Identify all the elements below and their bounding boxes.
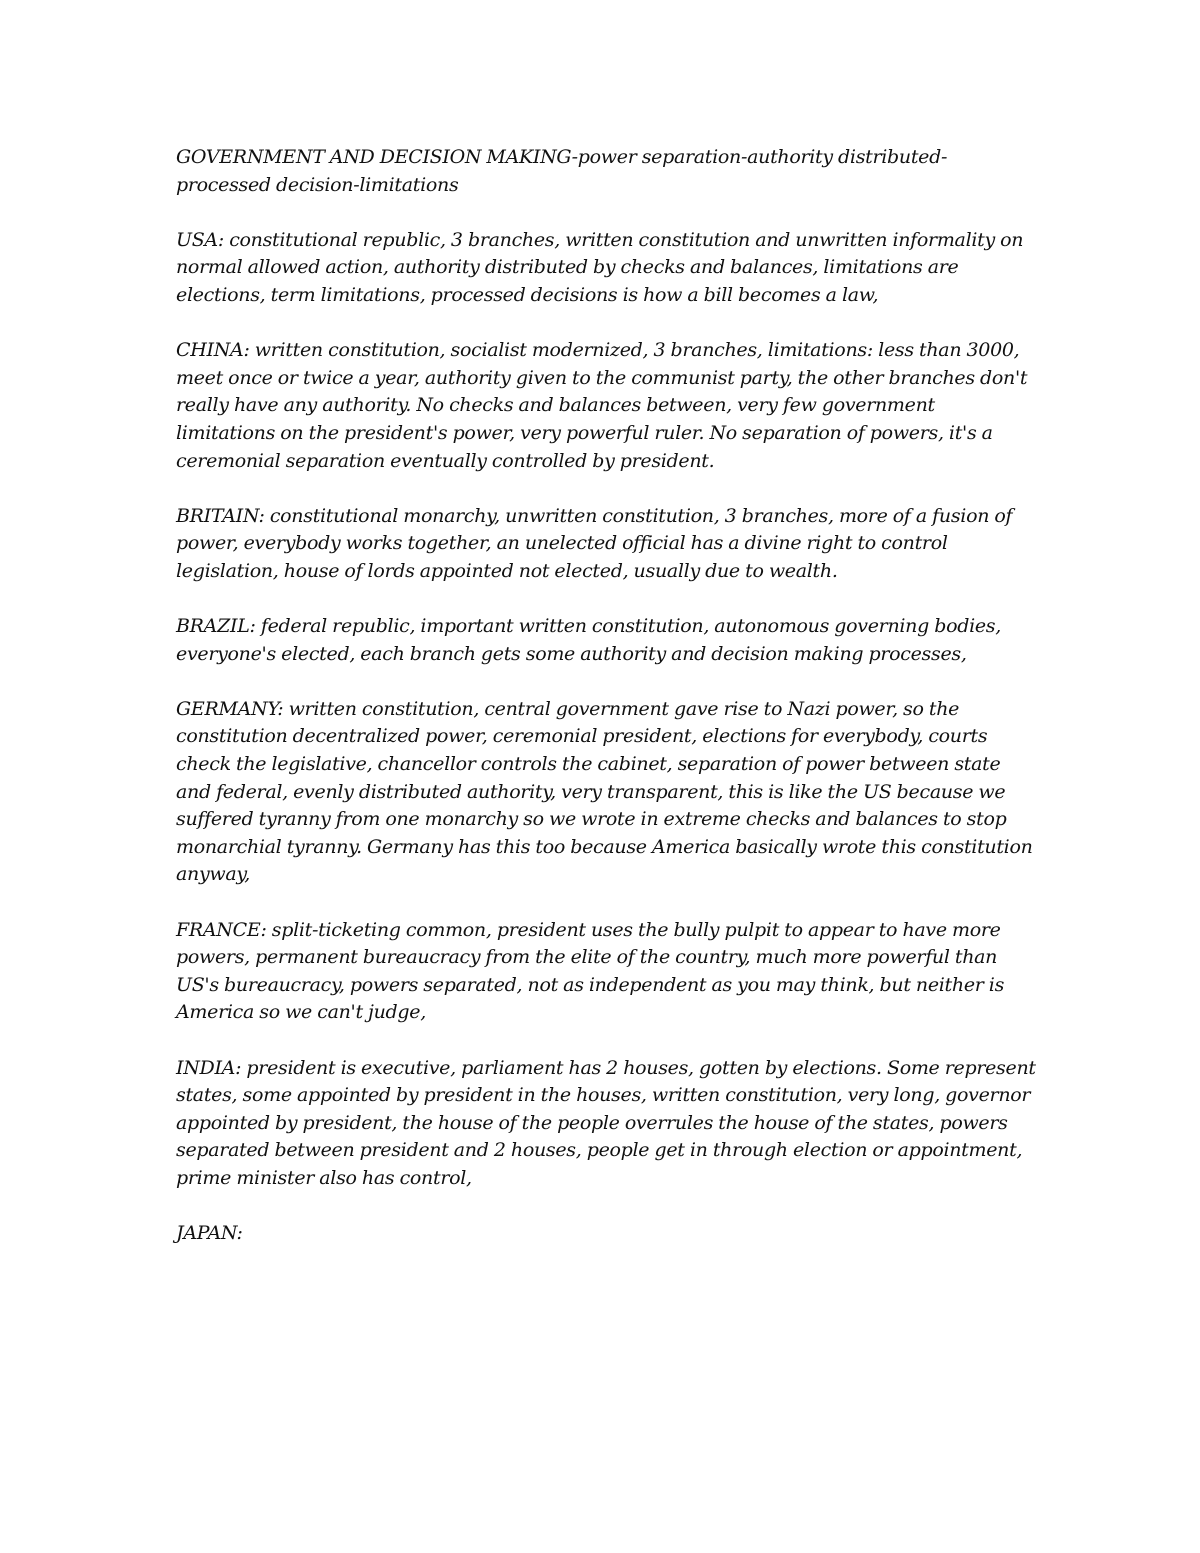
paragraph-china: CHINA: written constitution, socialist modernized, 3 branches, limitations: less than 3000, meet once or twice a year, authority given to the communist party, the other branches don't really have any authority. No checks and balances between, very few government limitations on the president's power, very powerful ruler. No separation of powers, it's a ceremonial separation eventually controlled by president. — [176, 339, 1028, 472]
document-title: GOVERNMENT AND DECISION MAKING-power separation-authority distributed-processed decision-limitations — [176, 146, 948, 196]
document-body — [176, 144, 1036, 1275]
paragraph-brazil: BRAZIL: federal republic, important written constitution, autonomous governing bodies, everyone's elected, each branch gets some authority and decision making processes, — [176, 615, 1001, 665]
paragraph-germany: GERMANY: written constitution, central government gave rise to Nazi power, so the constitution decentralized power, ceremonial president, elections for everybody, courts check the legislative, chancellor controls the cabinet, separation of power between state and federal, evenly distributed authority, very transparent, this is like the US because we suffered tyranny from one monarchy so we wrote in extreme checks and balances to stop monarchial tyranny. Germany has this too because America basically wrote this constitution anyway, — [176, 697, 1033, 886]
paragraph-japan: JAPAN: — [176, 1222, 243, 1245]
paragraph-britain: BRITAIN: constitutional monarchy, unwritten constitution, 3 branches, more of a fusion of power, everybody works together, an unelected official has a divine right to control legislation, house of lords appointed not elected, usually due to wealth. — [176, 504, 1013, 582]
paragraph-france: FRANCE: split-ticketing common, president uses the bully pulpit to appear to have more powers, permanent bureaucracy from the elite of the country, much more powerful than US's bureaucracy, powers separated, not as independent as you may think, but neither is America so we can't judge, — [176, 918, 1005, 1024]
paragraph-india: INDIA: president is executive, parliament has 2 houses, gotten by elections. Some represent states, some appointed by president in the houses, written constitution, very long, governor appointed by president, the house of the people overrules the house of the states, powers separated between president and 2 houses, people get in through election or appointment, prime minister also has control, — [176, 1056, 1036, 1189]
paragraph-usa: USA: constitutional republic, 3 branches, written constitution and unwritten informality on normal allowed action, authority distributed by checks and balances, limitations are elections, term limitations, processed decisions is how a bill becomes a law, — [176, 228, 1024, 306]
